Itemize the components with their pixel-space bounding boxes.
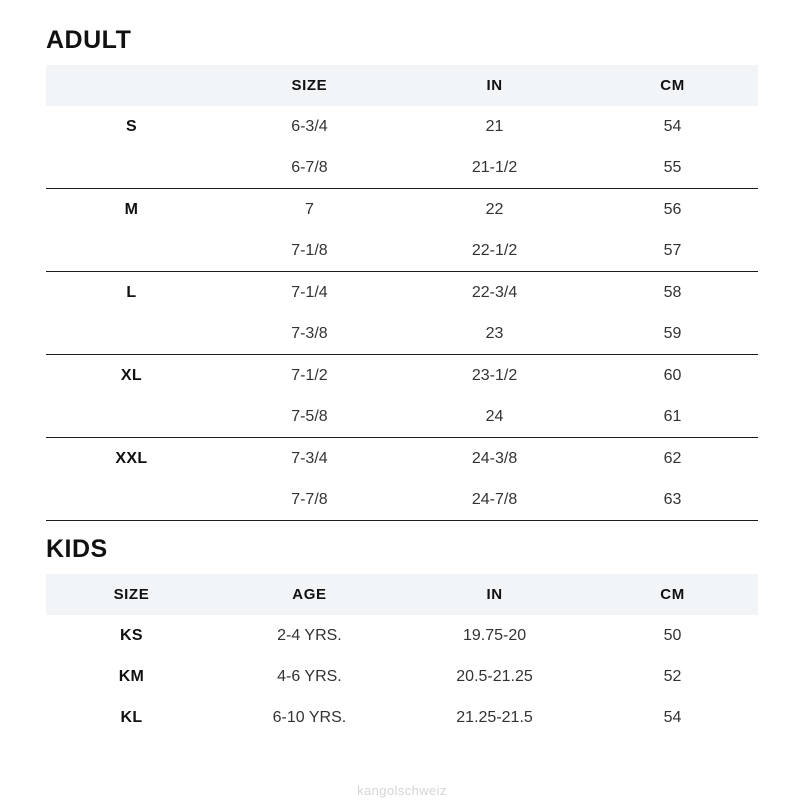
adult-row-cm: 58 [587, 272, 758, 314]
adult-row-size: 6-7/8 [291, 158, 328, 176]
adult-row-in: 21-1/2 [471, 158, 518, 176]
adult-row-in: 22-3/4 [402, 272, 587, 314]
adult-row-size: 7-1/4 [217, 272, 402, 314]
kids-row-cm: 50 [663, 626, 682, 644]
adult-row-cm: 59 [663, 324, 682, 342]
adult-row-cm: 56 [587, 189, 758, 231]
adult-row-label: L [46, 272, 217, 314]
kids-header-size: SIZE [46, 574, 217, 615]
adult-row-in: 23-1/2 [402, 355, 587, 397]
kids-section-title: KIDS [46, 535, 108, 563]
table-row [46, 272, 758, 314]
kids-row-label: KL [120, 708, 143, 726]
table-row [46, 479, 758, 521]
watermark: kangolschweiz [357, 783, 447, 798]
adult-row-size: 7-1/8 [291, 241, 328, 259]
kids-table-body [46, 615, 758, 738]
adult-row-in: 24 [485, 407, 504, 425]
adult-row-in: 22-1/2 [471, 241, 518, 259]
table-row [46, 656, 758, 697]
adult-row-label: XL [46, 355, 217, 397]
adult-row-label [46, 147, 217, 189]
adult-row-in: 24-3/8 [402, 438, 587, 480]
adult-row-cm: 55 [663, 158, 682, 176]
kids-row-cm: 54 [663, 708, 682, 726]
adult-row-label [46, 479, 217, 521]
kids-header-in: IN [402, 574, 587, 615]
adult-size-table [46, 65, 758, 521]
adult-row-cm: 57 [663, 241, 682, 259]
adult-header-row [46, 65, 758, 106]
adult-section-title: ADULT [46, 26, 132, 54]
adult-row-cm: 60 [587, 355, 758, 397]
adult-row-label: S [125, 117, 137, 135]
kids-header-row [46, 574, 758, 615]
kids-row-age: 4-6 YRS. [277, 667, 342, 685]
adult-row-label [46, 396, 217, 438]
adult-table-body [46, 106, 758, 521]
kids-row-age: 6-10 YRS. [272, 708, 347, 726]
adult-header-in: IN [402, 65, 587, 106]
table-row [46, 615, 758, 656]
kids-header-age: AGE [217, 574, 402, 615]
table-row [46, 189, 758, 231]
adult-header-size: SIZE [217, 65, 402, 106]
adult-row-cm: 63 [587, 479, 758, 521]
adult-row-cm: 61 [663, 407, 682, 425]
kids-row-label: KM [118, 667, 145, 685]
kids-row-cm: 52 [663, 667, 682, 685]
adult-row-size: 7-3/4 [217, 438, 402, 480]
adult-row-in: 23 [485, 324, 504, 342]
kids-row-in: 21.25-21.5 [456, 708, 533, 726]
table-row [46, 106, 758, 147]
adult-row-cm: 62 [587, 438, 758, 480]
kids-row-age: 2-4 YRS. [277, 626, 342, 644]
table-row [46, 438, 758, 480]
adult-row-label: XXL [46, 438, 217, 480]
kids-size-table [46, 574, 758, 738]
table-row [46, 147, 758, 189]
adult-row-in: 21 [485, 117, 504, 135]
adult-row-size: 6-3/4 [291, 117, 328, 135]
adult-row-size: 7-7/8 [217, 479, 402, 521]
adult-row-size: 7-5/8 [291, 407, 328, 425]
adult-row-label [46, 313, 217, 355]
kids-header-cm: CM [587, 574, 758, 615]
adult-row-size: 7 [217, 189, 402, 231]
table-row [46, 313, 758, 355]
kids-row-label: KS [120, 626, 143, 644]
adult-row-size: 7-3/8 [291, 324, 328, 342]
kids-row-in: 19.75-20 [462, 626, 527, 644]
adult-table-head [46, 65, 758, 106]
table-row [46, 396, 758, 438]
adult-row-in: 22 [402, 189, 587, 231]
adult-row-in: 24-7/8 [402, 479, 587, 521]
kids-row-in: 20.5-21.25 [456, 667, 533, 685]
table-row [46, 697, 758, 738]
adult-row-cm: 54 [663, 117, 682, 135]
table-row [46, 230, 758, 272]
adult-header-cm: CM [587, 65, 758, 106]
table-row [46, 355, 758, 397]
adult-row-label [46, 230, 217, 272]
adult-header-blank [46, 65, 217, 106]
kids-table-head [46, 574, 758, 615]
adult-row-size: 7-1/2 [217, 355, 402, 397]
adult-row-label: M [46, 189, 217, 231]
